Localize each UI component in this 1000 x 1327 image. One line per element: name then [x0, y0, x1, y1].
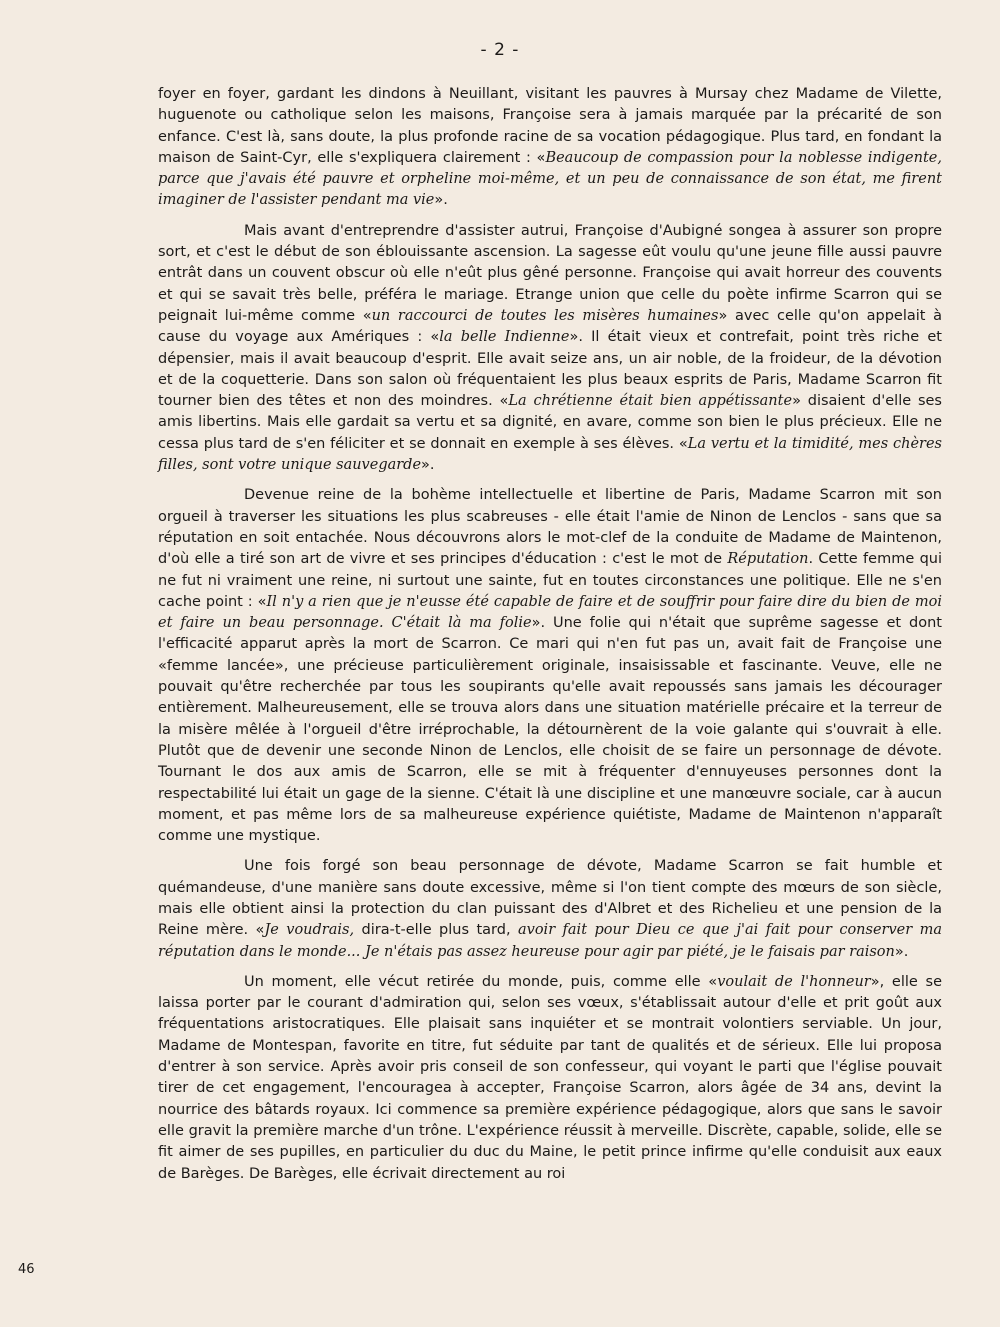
text-run: . Cette femme qui ne fut ni vraiment une reine, ni surtout une sainte, fut en toutes circonstances une politique. Elle ne s'en cache point : « — [158, 551, 942, 610]
text-run: Un moment, elle vécut retirée du monde, puis, comme elle « — [244, 973, 718, 990]
page-marker: - 2 - — [480, 40, 520, 60]
page-number: 46 — [18, 1262, 35, 1277]
italic-quote: Beaucoup de compassion pour la noblesse indigente, parce que j'avais été pauvre et orpheline moi-même, et un peu de connaissance de son état, me firent imaginer de l'assister pendant ma vie — [158, 149, 942, 209]
text-run: ». — [421, 457, 435, 474]
text-run: ». Il était vieux et contrefait, point très riche et dépensier, mais il avait beaucoup d'esprit. Elle avait seize ans, un air noble, de la froideur, de la dévotion et de la coquetterie. Dans son salon où fréquentaient les plus beaux esprits de Paris, Madame Scarron fit tourner bien des têtes et non des moindres. « — [158, 329, 942, 410]
paragraph-4 — [158, 856, 942, 962]
text-run: Une fois forgé son beau personnage de dévote, Madame Scarron se fait humble et quémandeuse, d'une manière sans doute excessive, même si l'on tient compte des mœurs de son siècle, mais elle obtient ainsi la protection du clan puissant des d'Albret et des Richelieu et une pension de la Reine mère. « — [158, 858, 942, 939]
text-run: foyer en foyer, gardant les dindons à Neuillant, visitant les pauvres à Mursay chez Madame de Vilette, huguenote ou catholique selon les maisons, Françoise sera à jamais marquée par la précarité de son enfance. C'est là, sans doute, la plus profonde racine de sa vocation pédagogique. Plus tard, en fondant la maison de Saint-Cyr, elle s'expliquera clairement : « — [158, 86, 942, 166]
body-text — [158, 84, 942, 1194]
italic-quote: un raccourci de toutes les misères humaines — [371, 307, 719, 324]
text-run: dira-t-elle plus tard, — [354, 922, 518, 939]
italic-quote: Il n'y a rien que je n'eusse été capable de faire et de souffrir pour faire dire du bien de moi et faire un beau personnage. C'était là ma folie — [158, 593, 942, 632]
paragraph-2 — [158, 221, 942, 477]
text-run: ». Une folie qui n'était que suprême sagesse et dont l'efficacité apparut après la mort de Scarron. Ce mari qui n'en fut pas un, avait fait de Françoise une «femme lancée», une précieuse particulièrement originale, insaisissable et fascinante. Veuve, elle ne pouvait qu'être recherchée par tous les soupirants qu'elle avait repoussés sans jamais les décourager entièrement. Malheureusement, elle se trouva alors dans une situation matérielle précaire et la terreur de la misère mêlée à l'orgueil d'être irréprochable, la détournèrent de la voie galante qui s'ouvrait à elle. Plutôt que de devenir une seconde Ninon de Lenclos, elle choisit de se faire un personnage de dévote. Tournant le dos aux amis de Scarron, elle se mit à fréquenter d'ennuyeuses personnes dont la respectabilité lui était un gage de la sienne. C'était là une discipline et une manœuvre sociale, car à aucun moment, et pas même lors de sa malheureuse expérience quiétiste, Madame de Maintenon n'apparaît comme une mystique. — [158, 615, 942, 845]
text-run: », elle se laissa porter par le courant d'admiration qui, selon ses vœux, s'établissait autour d'elle et prit goût aux fréquentations aristocratiques. Elle plaisait sans inquiéter et se montrait volontiers serviable. Un jour, Madame de Montespan, favorite en titre, fut séduite par tant de qualités et de sérieux. Elle lui proposa d'entrer à son service. Après avoir pris conseil de son confesseur, qui voyant le parti que l'église pouvait tirer de cet engagement, l'encouragea à accepter, Françoise Scarron, alors âgée de 34 ans, devint la nourrice des bâtards royaux. Ici commence sa première expérience pédagogique, alors que sans le savoir elle gravit la première marche d'un trône. L'expérience réussit à merveille. Discrète, capable, solide, elle se fit aimer de ses pupilles, en particulier du duc du Maine, le petit prince infirme qu'elle conduisit aux eaux de Barèges. De Barèges, elle écrivait directement au roi — [158, 973, 943, 1182]
paragraph-5 — [158, 972, 942, 1185]
text-run: ». — [894, 943, 909, 960]
text-run: Mais avant d'entreprendre d'assister autrui, Françoise d'Aubigné songea à assurer son propre sort, et c'est le début de son éblouissante ascension. La sagesse eût voulu qu'une jeune fille aussi pauvre entrât dans un couvent obscur où elle n'eût plus gêné personne. Françoise qui avait horreur des couvents et qui se savait très belle, préféra le mariage. Etrange union que celle du poète infirme Scarron qui se peignait lui-même comme « — [158, 222, 942, 324]
text-run: ». — [434, 192, 448, 209]
italic-quote: avoir fait pour Dieu ce que j'ai fait pour conserver ma réputation dans le monde... Je n'étais pas assez heureuse pour agir par piété, je le faisais par raison — [158, 922, 942, 960]
text-run: » disaient d'elle ses amis libertins. Mais elle gardait sa vertu et sa dignité, en avare, comme son bien le plus précieux. Elle ne cessa plus tard de s'en féliciter et se donnait en exemple à ses élèves. « — [158, 393, 942, 452]
text-run: » avec celle qu'on appelait à cause du voyage aux Amériques : « — [158, 307, 943, 346]
paragraph-1 — [158, 84, 942, 212]
paragraph-3 — [158, 485, 942, 847]
italic-quote: la belle Indienne — [439, 329, 570, 346]
italic-quote: Réputation — [727, 551, 809, 568]
italic-quote: La vertu et la timidité, mes chères filles, sont votre unique sauvegarde — [158, 435, 942, 474]
italic-quote: Je voudrais, — [264, 922, 355, 939]
text-run: Devenue reine de la bohème intellectuelle et libertine de Paris, Madame Scarron mit son orgueil à traverser les situations les plus scabreuses - elle était l'amie de Ninon de Lenclos - sans que sa réputation en soit entachée. Nous découvrons alors le mot-clef de la conduite de Madame de Maintenon, d'où elle a tiré son art de vivre et ses principes d'éducation : c'est le mot de — [158, 487, 942, 568]
italic-quote: voulait de l'honneur — [717, 973, 871, 990]
italic-quote: La chrétienne était bien appétissante — [508, 393, 793, 410]
